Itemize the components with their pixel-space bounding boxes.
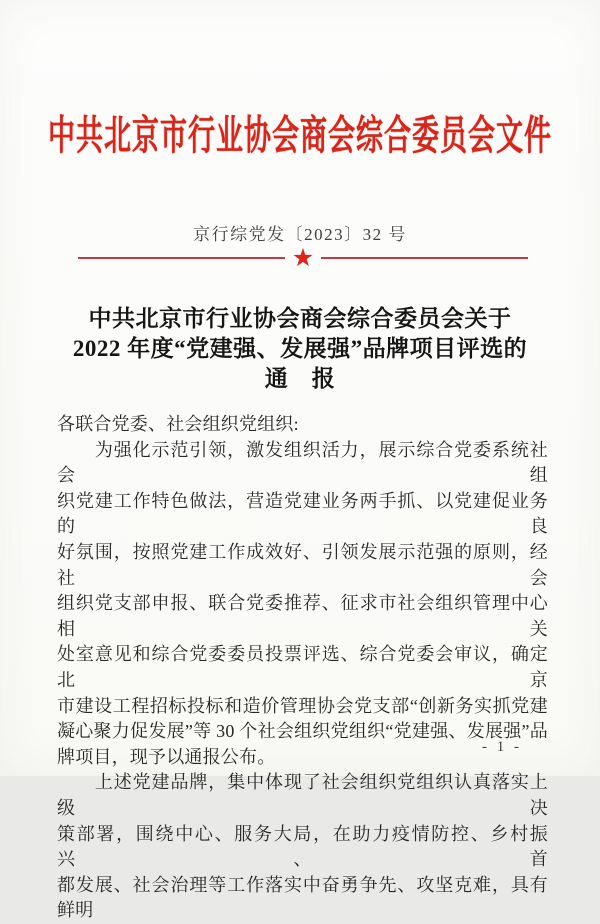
title-line-2: 2022 年度“党建强、发展强”品牌项目评选的	[72, 336, 528, 361]
page-number: - 1 -	[482, 739, 522, 755]
body-line: 为强化示范引领，激发组织活力，展示综合党委系统社会组	[57, 439, 548, 486]
document-body	[57, 412, 548, 924]
body-line: 织党建工作特色做法，营造党建业务两手抓、以党建促业务的良	[57, 490, 548, 537]
body-line: 上述党建品牌，集中体现了社会组织党组织认真落实上级决	[57, 772, 548, 818]
body-line: 市建设工程招标投标和造价管理协会党支部“创新务实抓党建	[57, 695, 548, 716]
document-title	[0, 304, 600, 394]
body-line: 凝心聚力促发展”等 30 个社会组织党组织“党建强、发展强”品	[57, 721, 548, 742]
body-line: 处室意见和综合党委委员投票评选、综合党委会审议，确定北京	[57, 644, 548, 690]
body-line: 好氛围，按照党建工作成效好、引领发展示范强的原则，经社会	[57, 541, 548, 588]
star-icon: ★	[291, 244, 315, 272]
red-divider-rule	[78, 244, 528, 272]
document-number: 京行综党发〔2023〕32 号	[193, 225, 407, 244]
rule-segment-right	[321, 257, 528, 259]
body-line: 策部署，围绕中心、服务大局，在助力疫情防控、乡村振兴、首	[57, 823, 548, 870]
body-line: 组织党支部申报、联合党委推荐、征求市社会组织管理中心相关	[57, 593, 548, 639]
body-line: 牌项目，现予以通报公布。	[57, 746, 276, 767]
body-line: 都发展、社会治理等工作落实中奋勇争先、攻坚克难，具有鲜明	[57, 874, 548, 921]
red-header-title: 中共北京市行业协会商会综合委员会文件	[48, 113, 552, 158]
title-line-3: 通 报	[264, 366, 336, 391]
rule-segment-left	[78, 257, 285, 259]
title-line-1: 中共北京市行业协会商会综合委员会关于	[88, 306, 512, 331]
salutation-line: 各联合党委、社会组织党组织:	[57, 414, 299, 434]
